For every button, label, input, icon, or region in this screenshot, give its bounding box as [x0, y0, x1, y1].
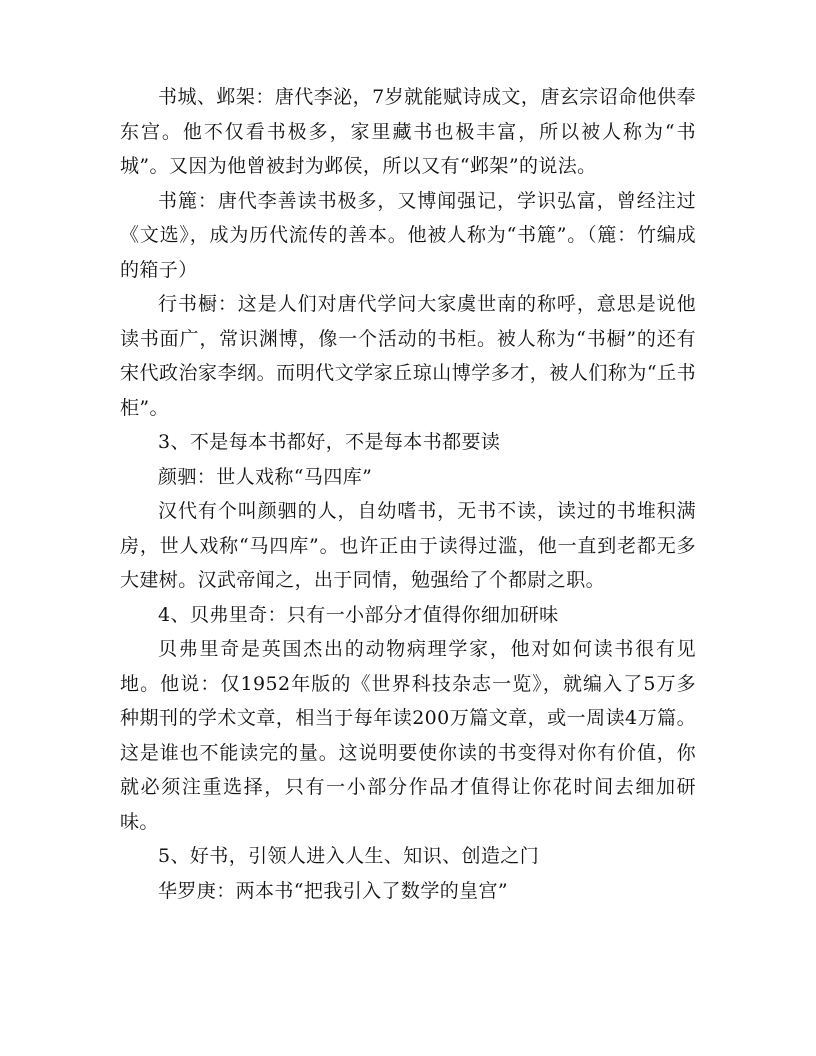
section-heading-4: 4、贝弗里奇：只有一小部分才值得你细加研味 [158, 603, 559, 626]
paragraph-yansi: 汉代有个叫颜驷的人，自幼嗜书，无书不读，读过的书堆积满房，世人戏称“马四库”。也许正由于读得过滥，他一直到老都无多大建树。汉武帝闻之，出于同情，勉强给了个都尉之职。 [120, 500, 696, 591]
paragraph-beveridge: 贝弗里奇是英国杰出的动物病理学家，他对如何读书很有见地。他说：仅1952年版的《世界科技杂志一览》，就编入了5万多种期刊的学术文章，相当于每年读200万篇文章，或一周读4万篇。这是谁也不能读完的量。这说明要使你读的书变得对你有价值，你就必须注重选择，只有一小部分作品才值得让你花时间去细加研味。 [120, 638, 696, 833]
paragraph-xingshuchu: 行书橱：这是人们对唐代学问大家虞世南的称呼，意思是说他读书面广，常识渊博，像一个活动的书柜。被人称为“书橱”的还有宋代政治家李纲。而明代文学家丘琼山博学多才，被人们称为“丘书柜”。 [120, 293, 696, 419]
paragraph-shucheng-yejia: 书城、邺架：唐代李泌，7岁就能赋诗成文，唐玄宗诏命他供奉东宫。他不仅看书极多，家里藏书也极丰富，所以被人称为“书城”。又因为他曾被封为邺侯，所以又有“邺架”的说法。 [120, 86, 696, 177]
subheading-hualuogeng: 华罗庚：两本书“把我引入了数学的皇宫” [158, 879, 509, 902]
section-heading-5: 5、好书，引领人进入人生、知识、创造之门 [158, 845, 540, 867]
document-body [120, 80, 696, 908]
subheading-yansi: 颜驷：世人戏称“马四库” [158, 465, 373, 488]
section-heading-3: 3、不是每本书都好，不是每本书都要读 [158, 431, 501, 453]
paragraph-shulu: 书簏：唐代李善读书极多，又博闻强记，学识弘富，曾经注过《文选》，成为历代流传的善本。他被人称为“书簏”。（簏：竹编成的箱子） [120, 189, 696, 281]
